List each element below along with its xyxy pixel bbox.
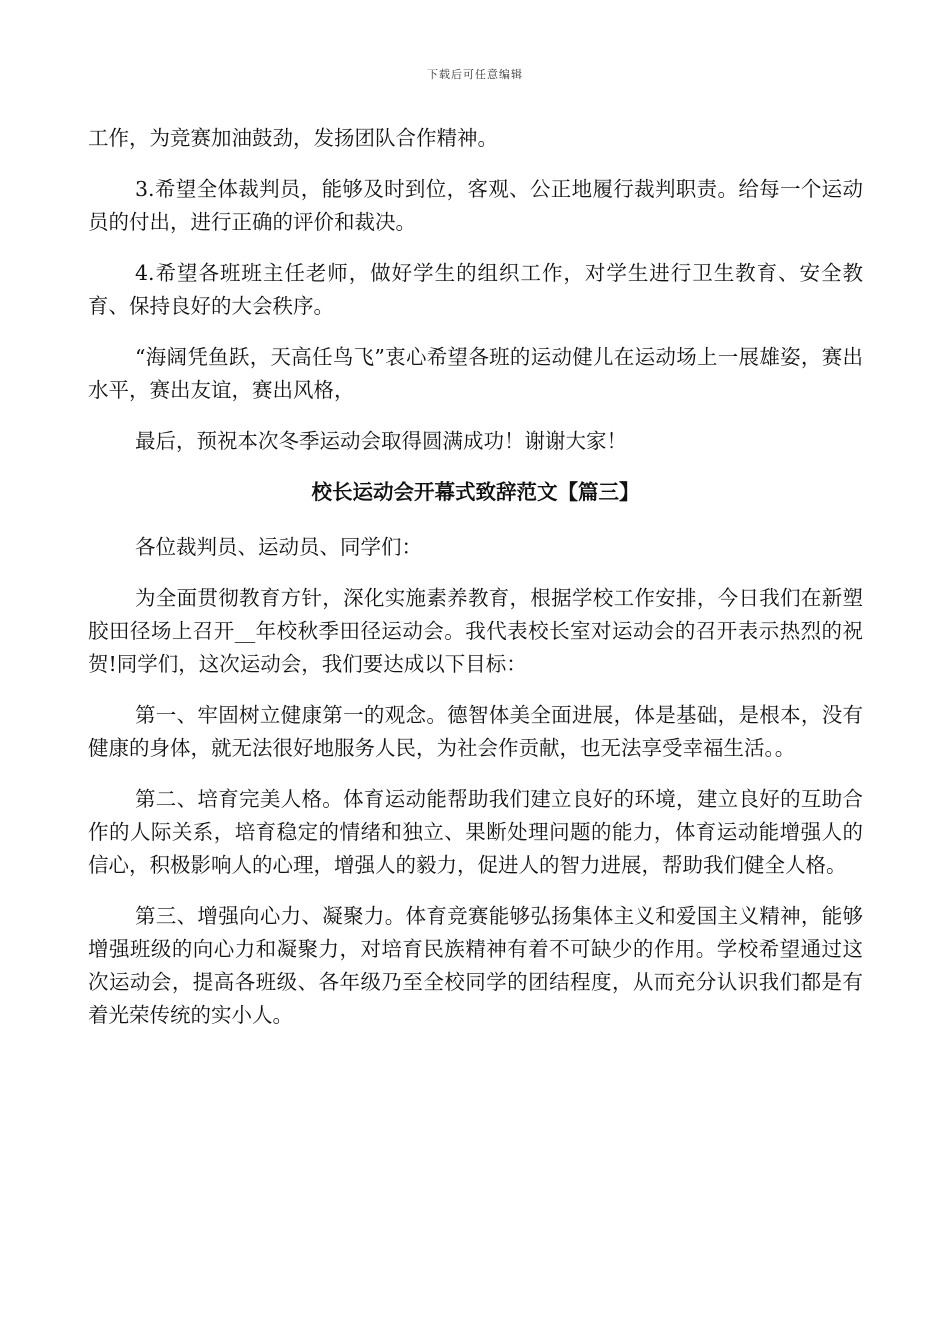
paragraph: 3.希望全体裁判员，能够及时到位，客观、公正地履行裁判职责。给每一个运动员的付出，进行正确的评价和裁决。 [88,177,863,234]
paragraph: “海阔凭鱼跃，天高任鸟飞”衷心希望各班的运动健儿在运动场上一展雄姿，赛出水平，赛出友谊，赛出风格， [88,345,863,402]
paragraph: 4.希望各班班主任老师，做好学生的组织工作，对学生进行卫生教育、安全教育、保持良好的大会秩序。 [88,261,863,318]
document-body [88,122,863,1050]
paragraph: 最后，预祝本次冬季运动会取得圆满成功！谢谢大家！ [135,429,627,453]
paragraph: 第一、牢固树立健康第一的观念。德智体美全面进展，体是基础，是根本，没有健康的身体，就无法很好地服务人民，为社会作贡献，也无法享受幸福生活。。 [88,703,863,760]
page-header: 下载后可任意编辑 [427,68,523,81]
paragraph: 第二、培育完美人格。体育运动能帮助我们建立良好的环境，建立良好的互助合作的人际关系，培育稳定的情绪和独立、果断处理问题的能力，体育运动能增强人的信心，积极影响人的心理，增强人的毅力，促进人的智力进展，帮助我们健全人格。 [88,787,863,877]
section-title: 校长运动会开幕式致辞范文【篇三】 [311,480,640,504]
paragraph: 工作，为竞赛加油鼓劲，发扬团队合作精神。 [88,126,498,150]
paragraph: 第三、增强向心力、凝聚力。体育竞赛能够弘扬集体主义和爱国主义精神，能够增强班级的向心力和凝聚力，对培育民族精神有着不可缺少的作用。学校希望通过这次运动会，提高各班级、各年级乃至全校同学的团结程度，从而充分认识我们都是有着光荣传统的实小人。 [88,904,863,1027]
paragraph: 为全面贯彻教育方针，深化实施素养教育，根据学校工作安排，今日我们在新塑胶田径场上召开__年校秋季田径运动会。我代表校长室对运动会的召开表示热烈的祝贺!同学们，这次运动会，我们要达成以下目标： [88,586,863,676]
paragraph: 各位裁判员、运动员、同学们： [135,535,422,559]
